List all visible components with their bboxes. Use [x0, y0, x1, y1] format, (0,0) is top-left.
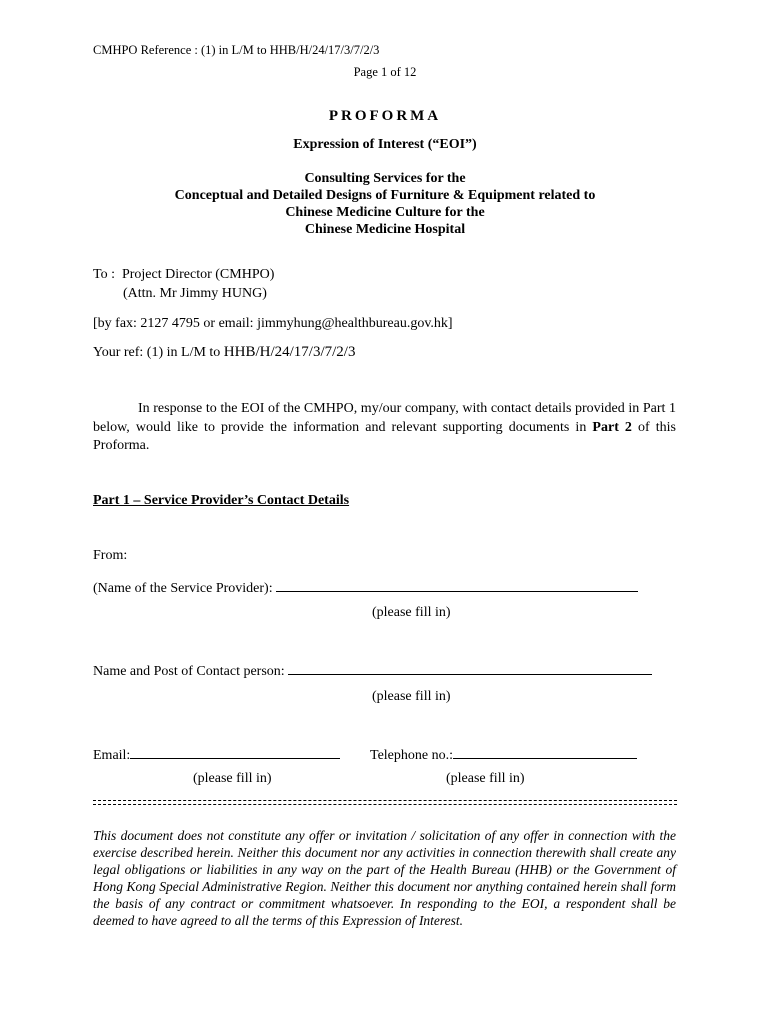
- disclaimer-text: This document does not constitute any offer or invitation / solicitation of any offer in connection with the exercise described herein. Neither this document nor any activities in connection therewith shall create any legal obligations or liabilities in any way on the part of the Health Bureau (HHB) or the Government of Hong Kong Special Administrative Region. Neither this document nor anything contained herein shall form the basis of any contract or commitment whatsoever. In responding to the EOI, a respondent shall be deemed to have agreed to all the terms of this Expression of Interest.: [93, 828, 676, 928]
- from-label: From:: [93, 548, 128, 563]
- attn-line: (Attn. Mr Jimmy HUNG): [123, 286, 267, 301]
- provider-label: (Name of the Service Provider):: [93, 581, 277, 596]
- page-number: Page 1 of 12: [353, 65, 417, 79]
- provider-name-field[interactable]: [276, 577, 638, 592]
- provider-row: [93, 577, 638, 597]
- fill-hint: (please fill in): [372, 689, 451, 704]
- to-label: To :: [93, 267, 115, 282]
- phone-label: Telephone no.:: [370, 748, 453, 763]
- contact-person-label: Name and Post of Contact person:: [93, 664, 289, 679]
- part1-heading: Part 1 – Service Provider’s Contact Details: [93, 493, 350, 508]
- your-ref-prefix: Your ref: (1) in L/M to: [93, 345, 224, 360]
- eoi-subtitle: Expression of Interest (“EOI”): [293, 137, 477, 152]
- intro-paragraph: [93, 400, 676, 456]
- title-line: Chinese Medicine Hospital: [304, 222, 466, 237]
- your-ref-code: HHB/H/24/17/3/7/2/3: [223, 344, 356, 360]
- email-row: [93, 744, 340, 764]
- phone-field[interactable]: [453, 744, 637, 759]
- fill-hint: (please fill in): [193, 771, 272, 786]
- separator-line: [93, 804, 677, 805]
- title-line: Consulting Services for the: [304, 171, 466, 186]
- phone-row: [370, 744, 637, 764]
- title-line: Chinese Medicine Culture for the: [285, 205, 485, 220]
- addressee-block: [93, 265, 274, 303]
- service-title: [0, 170, 770, 238]
- title-line: Conceptual and Detailed Designs of Furniture & Equipment related to: [174, 188, 596, 203]
- intro-text-end: of this Proforma.: [93, 419, 676, 453]
- separator-line: [93, 800, 677, 801]
- document-title: PROFORMA: [328, 108, 442, 124]
- fill-hint: (please fill in): [446, 771, 525, 786]
- email-field[interactable]: [130, 744, 340, 759]
- intro-bold: Part 2: [592, 419, 632, 435]
- contact-person-row: [93, 660, 652, 680]
- contact-person-field[interactable]: [288, 660, 652, 675]
- intro-text: In response to the EOI of the CMHPO, my/our company, with contact details provided in Part 1 below, would like to provide the information and relevant supporting documents in: [93, 401, 676, 435]
- email-label: Email:: [93, 748, 131, 763]
- reference-header: CMHPO Reference : (1) in L/M to HHB/H/24/17/3/7/2/3: [93, 43, 380, 57]
- contact-line: [by fax: 2127 4795 or email: jimmyhung@healthbureau.gov.hk]: [93, 316, 453, 331]
- fill-hint: (please fill in): [372, 605, 451, 620]
- your-ref-line: [93, 344, 355, 361]
- to-name: Project Director (CMHPO): [121, 267, 275, 282]
